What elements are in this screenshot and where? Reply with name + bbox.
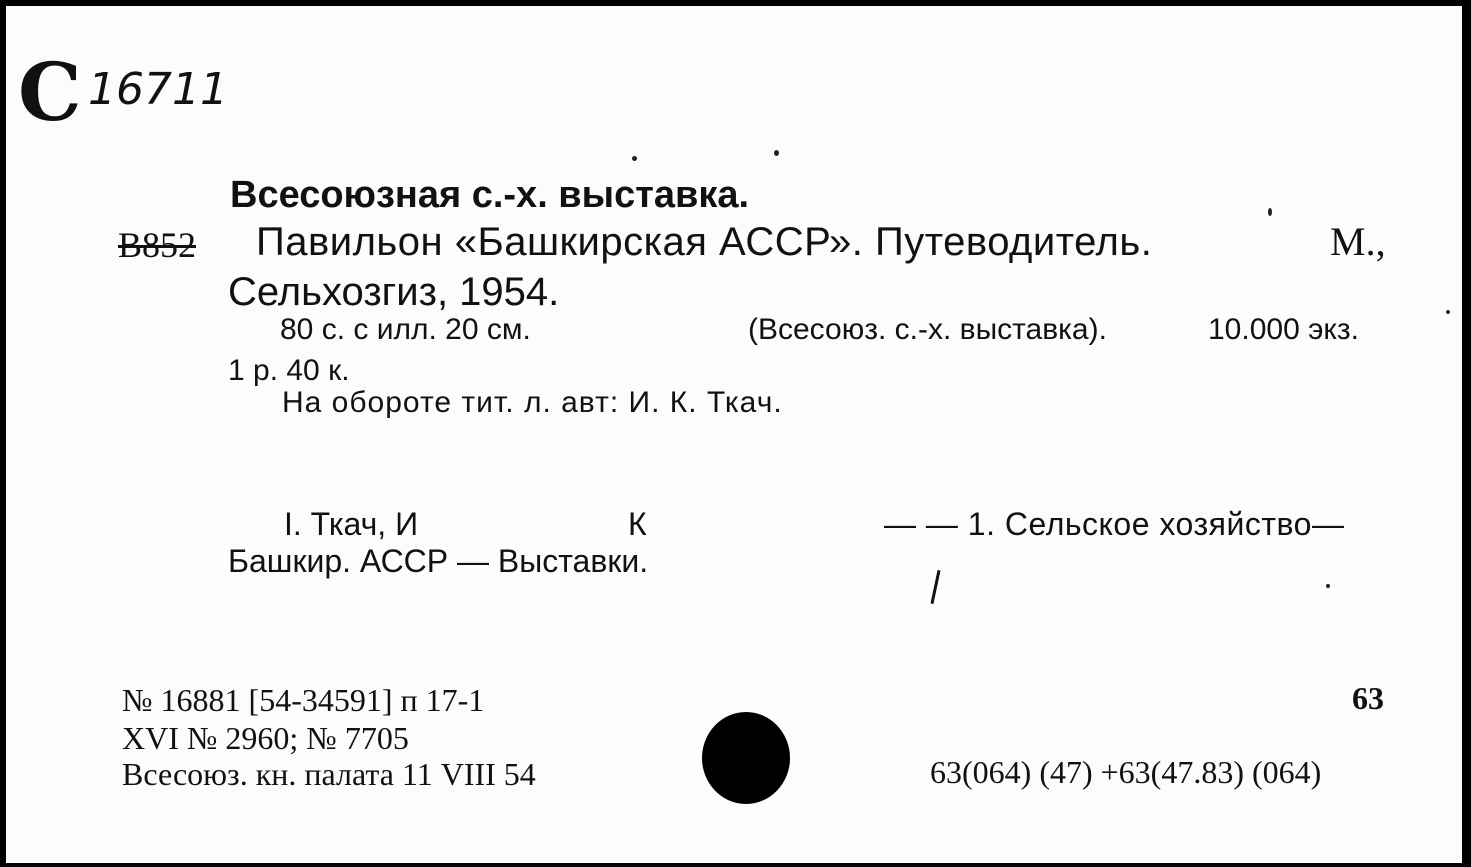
series-statement: (Всесоюз. с.-х. выставка). <box>748 313 1107 346</box>
imprint-line-2: XVI № 2960; № 7705 <box>122 720 409 756</box>
book-title: Павильон «Башкирская АССР». Путеводитель. <box>256 220 1153 264</box>
pencil-mark <box>930 570 940 604</box>
speck <box>632 156 637 161</box>
imprint-line-1: № 16881 [54-34591] п 17-1 <box>122 682 485 718</box>
tracing-subject: — — 1. Сельское хозяйство— <box>884 506 1345 542</box>
call-number: 16711 <box>88 64 228 115</box>
publisher-year: Сельхозгиз, 1954. <box>228 270 560 314</box>
scan-border-top <box>0 0 1471 6</box>
tracing-author: I. Ткач, И <box>284 506 419 542</box>
classification-mark: 63(064) (47) +63(47.83) (064) <box>930 754 1322 790</box>
card-heading: Всесоюзная с.-х. выставка. <box>230 174 750 216</box>
physical-description: 80 с. с илл. 20 см. <box>280 313 531 346</box>
speck <box>1326 584 1330 588</box>
speck <box>1268 208 1272 216</box>
price: 1 р. 40 к. <box>228 354 350 387</box>
tracing-author-initial: К <box>628 506 647 542</box>
scan-border-bottom <box>0 863 1471 867</box>
imprint-line-3: Всесоюз. кн. палата 11 VIII 54 <box>122 756 536 792</box>
scan-border-left <box>0 0 6 867</box>
tracing-subject-continued: Башкир. АССР — Выставки. <box>228 543 649 579</box>
punch-hole <box>702 712 790 804</box>
publication-place: М., <box>1330 219 1386 264</box>
old-shelf-mark: В852 <box>118 225 197 265</box>
classmark-top: 63 <box>1352 680 1384 716</box>
speck <box>774 150 779 156</box>
speck <box>1446 310 1450 314</box>
author-note: На обороте тит. л. авт: И. К. Ткач. <box>282 386 783 419</box>
call-letter: С <box>18 45 82 139</box>
print-run: 10.000 экз. <box>1208 313 1359 346</box>
scan-border-right <box>1462 0 1471 867</box>
